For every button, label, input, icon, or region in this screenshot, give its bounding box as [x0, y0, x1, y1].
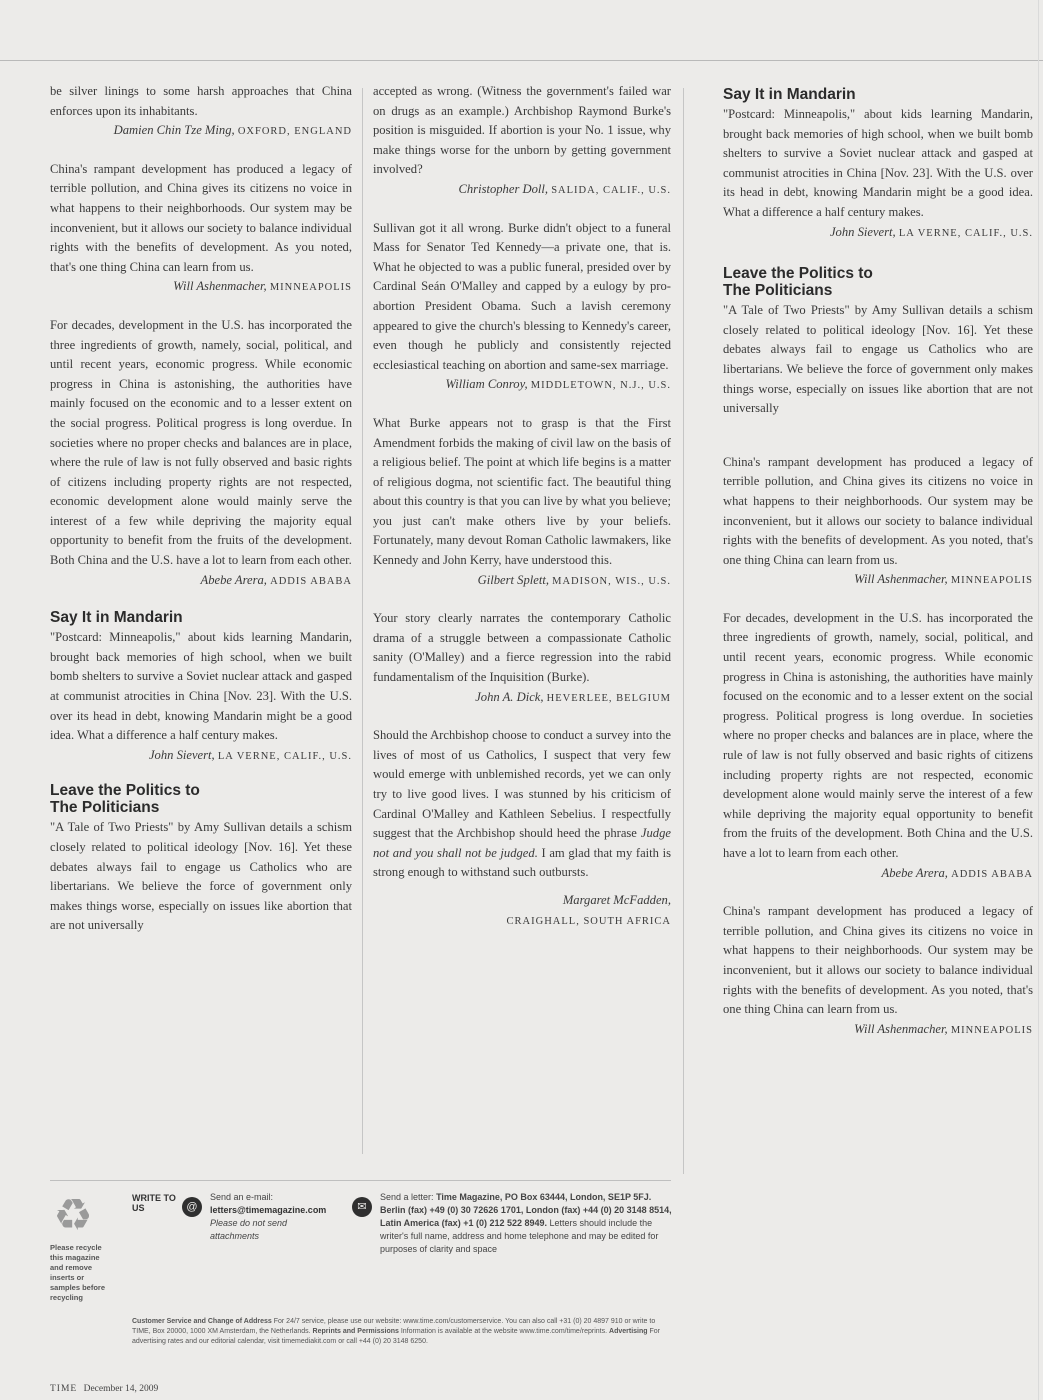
letter-signature: [723, 864, 1033, 885]
letter-body: "A Tale of Two Priests" by Amy Sullivan details a schism closely related to political ideology [Nov. 16]. Yet these debates always fail to engage us Catholics who are libertarians. We believe the force of government only makes things worse, especially on issues like abortion that are not universally: [723, 303, 1033, 416]
author-location: LA VERNE, CALIF., U.S.: [217, 750, 352, 762]
issue-date: December 14, 2009: [83, 1384, 159, 1394]
letter-body: Sullivan got it all wrong. Burke didn't object to a funeral Mass for Senator Ted Kennedy—a private one, that is. What he objected to was a public funeral, presided over by Cardinal Seán O'Malley and capped by a eulogy by pro-abortion President Obama. Such a lavish ceremony appeared to give the church's blessing to Kennedy's career, even though he publicly and consistently rejected ecclesiastical teaching on abortion and same-sex marriage.: [373, 220, 671, 372]
section-heading: Say It in Mandarin: [723, 86, 856, 103]
letter: [723, 453, 1033, 591]
letter-signature: [723, 223, 1033, 244]
author-location-text: CRAIGHALL, SOUTH AFRICA: [506, 915, 671, 927]
email-address-link[interactable]: letters@timemagazine.com: [210, 1205, 327, 1215]
letter-signature: [723, 570, 1033, 591]
heading-line: The Politicians: [723, 282, 833, 300]
letter-body: Your story clearly narrates the contemporary Catholic drama of a struggle between a compassionate Catholic sanity (O'Malley) and a fierce regression into the rabid fundamentalism of the Inquisition (Burke).: [373, 611, 671, 685]
letter-body: What Burke appears not to grasp is that the First Amendment forbids the making of civil law on the basis of a religious belief. The point at which life begins is a matter of religious dogma, not scientific fact. The beautiful thing about this country is that you can live by what you believe; you just can't make others live by your beliefs. Fortunately, many devout Roman Catholic lawmakers, like Kennedy and John Kerry, have understood this.: [373, 415, 671, 568]
letter-body: [373, 726, 671, 883]
letter-signature: [50, 121, 352, 142]
letter: [373, 82, 671, 201]
letter: [373, 726, 671, 931]
letter-body: "Postcard: Minneapolis," about kids learning Mandarin, brought back memories of high school, when we built bomb shelters to survive a Soviet nuclear attack and gasped at communist atrocities in China [Nov. 23]. With the U.S. over its head in debt, knowing Mandarin might be a good idea. What a difference a half century makes.: [50, 630, 352, 743]
letter-signature: [50, 571, 352, 592]
page-edge: [1038, 0, 1039, 1400]
letter: [373, 609, 671, 708]
recycle-icon: ♻: [53, 1191, 93, 1240]
letter-quote: Judge not and you shall not be judged.: [373, 826, 671, 860]
author-location: [373, 911, 671, 932]
letter-text: Should the Archbishop choose to conduct a survey into the lives of most of us Catholics, I suspect that very few would emerge with unblemished records, yet we can only try to live good lives. I was stunned by his criticism of Cardinal O'Malley and Kathleen Sebelius. I respectfully suggest that the Archbishop should heed the phrase: [373, 728, 671, 841]
author-location: OXFORD, ENGLAND: [237, 126, 352, 138]
column-divider: [362, 88, 363, 1154]
author-name: John Sievert,: [148, 747, 215, 762]
letter-body: be silver linings to some harsh approaches that China enforces upon its inhabitants.: [50, 84, 352, 118]
author-location: MINNEAPOLIS: [269, 282, 352, 294]
letter-body: For decades, development in the U.S. has incorporated the three ingredients of growth, namely, social, political, and until recent years, economic progress. While economic progress in China is astonishing, the authorities have mainly focused on the economic and to a lesser extent on the social progress. Political progress is long overdue. In societies where no proper checks and balances are in place, where the rule of law is not fully observed and basic rights of citizens including property rights are not respected, economic development alone would mainly serve the interest of a few while depriving the majority equal opportunity to benefit from the fruits of the development. Both China and the U.S. have a lot to learn from each other.: [50, 317, 352, 568]
author-name: William Conroy,: [445, 377, 528, 392]
letter-body: For decades, development in the U.S. has incorporated the three ingredients of growth, namely, social, political, and until recent years, economic progress. While economic progress in China is astonishing, the authorities have mainly focused on the economic and to a lesser extent on the social progress. Political progress is long overdue. In societies where no proper checks and balances are in place, where the rule of law is not fully observed and basic rights of citizens including property rights are not respected, economic development alone would mainly serve the interest of a few while depriving the majority equal opportunity to benefit from the fruits of the development. Both China and the U.S. have a lot to learn from each other.: [723, 610, 1033, 860]
author-name: Christopher Doll,: [458, 181, 549, 196]
letter: [723, 902, 1033, 1040]
author-location: ADDIS ABABA: [951, 868, 1033, 880]
letter-signature: [723, 1020, 1033, 1041]
letter-signature: [50, 277, 352, 298]
author-name: Will Ashenmacher,: [173, 279, 267, 294]
reprints-text: Information is available at the website www.time.com/time/reprints.: [400, 1328, 608, 1335]
letter-body: China's rampant development has produced a legacy of terrible pollution, and China gives its citizens no voice in what happens to their neighborhoods. Our system may be inconvenient, but it allows our society to balance individual rights with the benefits of development. As you noted, that's one thing China can learn from us.: [723, 904, 1033, 1017]
author-name: Margaret McFadden,: [562, 892, 671, 907]
letter-signature: [50, 746, 352, 767]
advertising-text: For advertising rates and our editorial calendar, visit timemediakit.com or call +44 (0) 20 3148 6250.: [132, 1328, 660, 1345]
author-location: MINNEAPOLIS: [950, 1024, 1033, 1036]
letter-body: "A Tale of Two Priests" by Amy Sullivan details a schism closely related to political ideology [Nov. 16]. Yet these debates always fail to engage us Catholics who are libertarians. We believe the force of government only makes things worse, especially on issues like abortion that are not universally: [50, 820, 352, 933]
section-leave-the-politics: [50, 782, 352, 936]
author-name: Will Ashenmacher,: [854, 1021, 948, 1036]
page-footer: [50, 1384, 158, 1394]
email-note: Please do not send attachments: [210, 1218, 288, 1241]
letter-signature: [373, 688, 671, 709]
author-name: Will Ashenmacher,: [854, 572, 948, 587]
author-location: LA VERNE, CALIF., U.S.: [898, 227, 1033, 239]
author-name: John A. Dick,: [475, 689, 544, 704]
letter: [50, 82, 352, 142]
letter: [373, 219, 671, 396]
letter-text: I am glad that my faith is strong enough to withstand such outbursts.: [373, 845, 671, 880]
letter-body: "Postcard: Minneapolis," about kids learning Mandarin, brought back memories of high school, when we built bomb shelters to survive a Soviet nuclear attack and gasped at communist atrocities in China [Nov. 23]. With the U.S. over its head in debt, knowing Mandarin might be a good idea. What a difference a half century makes.: [723, 107, 1033, 219]
letter: [373, 414, 671, 591]
top-rule: [0, 60, 1043, 61]
at-sign-icon: @: [182, 1197, 202, 1217]
contact-footer: [50, 1180, 671, 1356]
letter-body: China's rampant development has produced a legacy of terrible pollution, and China gives its citizens no voice in what happens to their neighborhoods. Our system may be inconvenient, but it allows our society to balance individual rights with the benefits of development. As you noted, that's one thing China can learn from us.: [50, 161, 352, 274]
section-say-it-in-mandarin: [50, 609, 352, 766]
section-heading: [723, 265, 1033, 299]
reprints-label: Reprints and Permissions: [312, 1328, 399, 1335]
letter-signature: [373, 571, 671, 592]
section-heading: Say It in Mandarin: [50, 609, 183, 627]
postal-address: Time Magazine, PO Box 63444, London, SE1P 5FJ. Berlin (fax) +49 (0) 30 72626 1701, London (fax) +44 (0) 20 3148 8514, Latin America (fax) +1 (0) 212 522 8949.: [380, 1192, 672, 1228]
recycle-block: [50, 1193, 96, 1239]
service-label: Customer Service and Change of Address: [132, 1318, 272, 1325]
author-location: ADDIS ABABA: [270, 575, 352, 587]
write-to-us-label: WRITE TO US: [132, 1193, 176, 1213]
letter-signature: [373, 180, 671, 201]
letter: [50, 316, 352, 591]
mailbox-icon: ✉: [352, 1197, 372, 1217]
letter: [50, 160, 352, 298]
customer-service-info: [132, 1317, 672, 1347]
heading-line: Leave the Politics to: [50, 782, 200, 800]
letter-label: Send a letter:: [380, 1192, 434, 1202]
letter-signature: [373, 375, 671, 396]
column-left: [50, 82, 352, 936]
column-middle: [373, 82, 671, 949]
heading-line: The Politicians: [50, 799, 160, 817]
heading-line: Leave the Politics to: [723, 265, 873, 283]
author-name: John Sievert,: [829, 224, 896, 239]
email-label: Send an e-mail:: [210, 1192, 274, 1202]
author-location: HEVERLEE, BELGIUM: [546, 692, 671, 704]
section-leave-the-politics: [723, 265, 1033, 419]
author-name: Damien Chin Tze Ming,: [113, 123, 235, 138]
recycle-note: Please recycle this magazine and remove inserts or samples before recycling: [50, 1243, 106, 1302]
postal-contact: [380, 1191, 672, 1256]
letter-body: China's rampant development has produced a legacy of terrible pollution, and China gives its citizens no voice in what happens to their neighborhoods. Our system may be inconvenient, but it allows our society to balance individual rights with the benefits of development. As you noted, that's one thing China can learn from us.: [723, 454, 1033, 567]
column-divider: [683, 88, 684, 1174]
author-location: MINNEAPOLIS: [950, 575, 1033, 587]
author-location: SALIDA, CALIF., U.S.: [551, 184, 671, 196]
letter-body: accepted as wrong. (Witness the government's failed war on drugs as an example.) Archbishop Raymond Burke's position is misguided. If abortion is your No. 1 issue, why make things worse for the unborn by getting government involved?: [373, 84, 671, 177]
advertising-label: Advertising: [609, 1328, 648, 1335]
section-heading: [50, 782, 352, 816]
section-say-it-in-mandarin: [723, 86, 1033, 243]
author-location: MIDDLETOWN, N.J., U.S.: [530, 380, 671, 392]
author-name: Gilbert Splett,: [477, 572, 549, 587]
letter-note: Letters should include the writer's full name, address and home telephone and may be edited for purposes of clarity and space: [380, 1218, 659, 1254]
letter: [723, 609, 1033, 884]
author-location: MADISON, WIS., U.S.: [552, 575, 671, 587]
service-text: For 24/7 service, please use our website: www.time.com/customerservice. You can also call +31 (0) 20 4897 910 or write to TIME, Box 20000, 1000 XM Amsterdam, the Netherlands.: [132, 1318, 656, 1335]
author-name: Abebe Arera,: [881, 865, 948, 880]
magazine-name: TIME: [50, 1384, 78, 1394]
email-contact: [210, 1191, 336, 1243]
column-right: [723, 86, 1033, 1058]
author-name: Abebe Arera,: [200, 572, 267, 587]
